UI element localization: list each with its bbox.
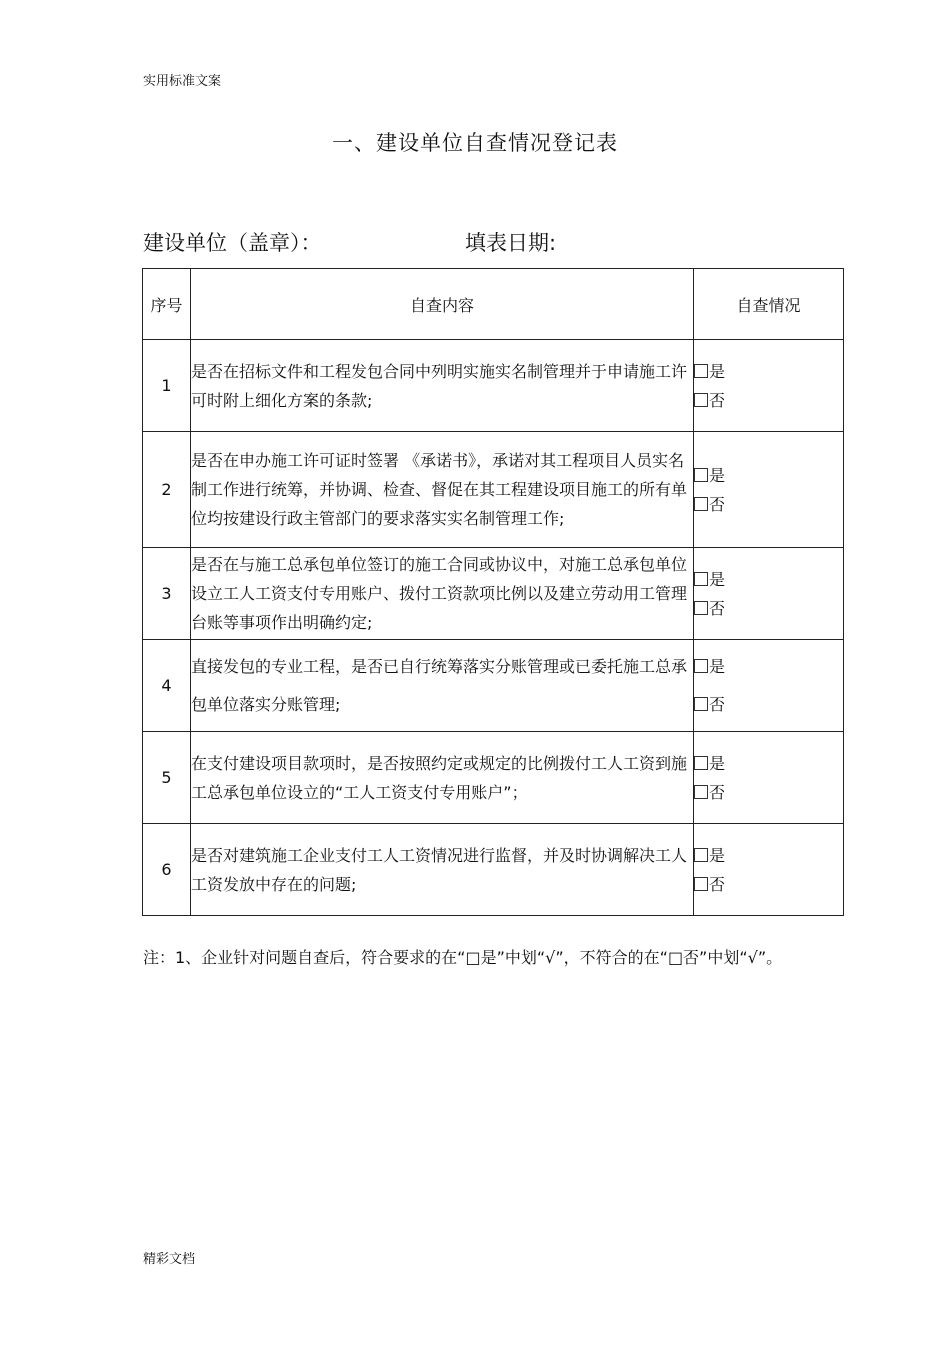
header-note: 实用标准文案: [143, 74, 222, 89]
yes-option[interactable]: [694, 461, 843, 490]
row-content: 在支付建设项目款项时，是否按照约定或规定的比例拨付工人工资到施工总承包单位设立的“工人工资支付专用账户”；: [191, 732, 694, 824]
no-label: 否: [709, 598, 726, 618]
checkbox-icon[interactable]: [694, 877, 708, 891]
no-option[interactable]: [694, 870, 843, 899]
yes-label: 是: [709, 656, 726, 676]
footnote: 注：1、企业针对问题自查后，符合要求的在“□是”中划“√”，不符合的在“□否”中划“√”。: [143, 948, 783, 967]
row-number: 6: [143, 824, 191, 916]
footer-note: 精彩文档: [143, 1252, 196, 1267]
row-check: [694, 640, 844, 732]
table-row: [143, 340, 844, 432]
checkbox-icon[interactable]: [694, 601, 708, 615]
row-content: 是否在申办施工许可证时签署 《承诺书》，承诺对其工程项目人员实名制工作进行统筹，并协调、检查、督促在其工程建设项目施工的所有单位均按建设行政主管部门的要求落实实名制管理工作;: [191, 432, 694, 548]
row-number: 1: [143, 340, 191, 432]
checkbox-icon[interactable]: [694, 848, 708, 862]
checkbox-icon[interactable]: [694, 756, 708, 770]
checkbox-icon[interactable]: [694, 393, 708, 407]
self-check-table: [142, 268, 844, 916]
row-number: 5: [143, 732, 191, 824]
no-label: 否: [709, 390, 726, 410]
table-header-row: [143, 269, 844, 340]
checkbox-icon[interactable]: [694, 785, 708, 799]
row-number: 4: [143, 640, 191, 732]
yes-option[interactable]: [694, 749, 843, 778]
header-number: 序号: [143, 269, 191, 340]
checkbox-icon[interactable]: [694, 697, 708, 711]
row-content: 是否对建筑施工企业支付工人工资情况进行监督，并及时协调解决工人工资发放中存在的问题;: [191, 824, 694, 916]
row-check: [694, 432, 844, 548]
table-row: [143, 432, 844, 548]
checkbox-icon[interactable]: [694, 497, 708, 511]
row-content: 是否在招标文件和工程发包合同中列明实施实名制管理并于申请施工许可时附上细化方案的条款;: [191, 340, 694, 432]
checkbox-icon[interactable]: [694, 468, 708, 482]
no-label: 否: [709, 694, 726, 714]
yes-label: 是: [709, 845, 726, 865]
checkbox-icon[interactable]: [694, 364, 708, 378]
unit-stamp-label: 建设单位（盖章）：: [143, 231, 322, 255]
no-option[interactable]: [694, 594, 843, 623]
table-row: [143, 640, 844, 732]
no-option[interactable]: [694, 386, 843, 415]
row-content: 直接发包的专业工程，是否已自行统筹落实分账管理或已委托施工总承包单位落实分账管理;: [191, 640, 694, 732]
table-row: [143, 548, 844, 640]
row-number: 2: [143, 432, 191, 548]
checkbox-icon[interactable]: [694, 659, 708, 673]
row-check: [694, 548, 844, 640]
yes-option[interactable]: [694, 565, 843, 594]
yes-option[interactable]: [694, 357, 843, 386]
yes-option[interactable]: [694, 648, 843, 686]
yes-label: 是: [709, 361, 726, 381]
header-content: 自查内容: [191, 269, 694, 340]
yes-label: 是: [709, 753, 726, 773]
no-label: 否: [709, 494, 726, 514]
no-label: 否: [709, 782, 726, 802]
no-option[interactable]: [694, 490, 843, 519]
no-option[interactable]: [694, 778, 843, 807]
row-check: [694, 732, 844, 824]
no-label: 否: [709, 874, 726, 894]
yes-option[interactable]: [694, 841, 843, 870]
page-title: 一、建设单位自查情况登记表: [332, 131, 618, 155]
fill-date-label: 填表日期:: [465, 231, 557, 255]
no-option[interactable]: [694, 686, 843, 724]
row-check: [694, 824, 844, 916]
checkbox-icon[interactable]: [694, 572, 708, 586]
row-content: 是否在与施工总承包单位签订的施工合同或协议中，对施工总承包单位设立工人工资支付专用账户、拨付工资款项比例以及建立劳动用工管理台账等事项作出明确约定;: [191, 548, 694, 640]
header-status: 自查情况: [694, 269, 844, 340]
yes-label: 是: [709, 569, 726, 589]
table-row: [143, 732, 844, 824]
table-row: [143, 824, 844, 916]
yes-label: 是: [709, 465, 726, 485]
row-number: 3: [143, 548, 191, 640]
row-check: [694, 340, 844, 432]
